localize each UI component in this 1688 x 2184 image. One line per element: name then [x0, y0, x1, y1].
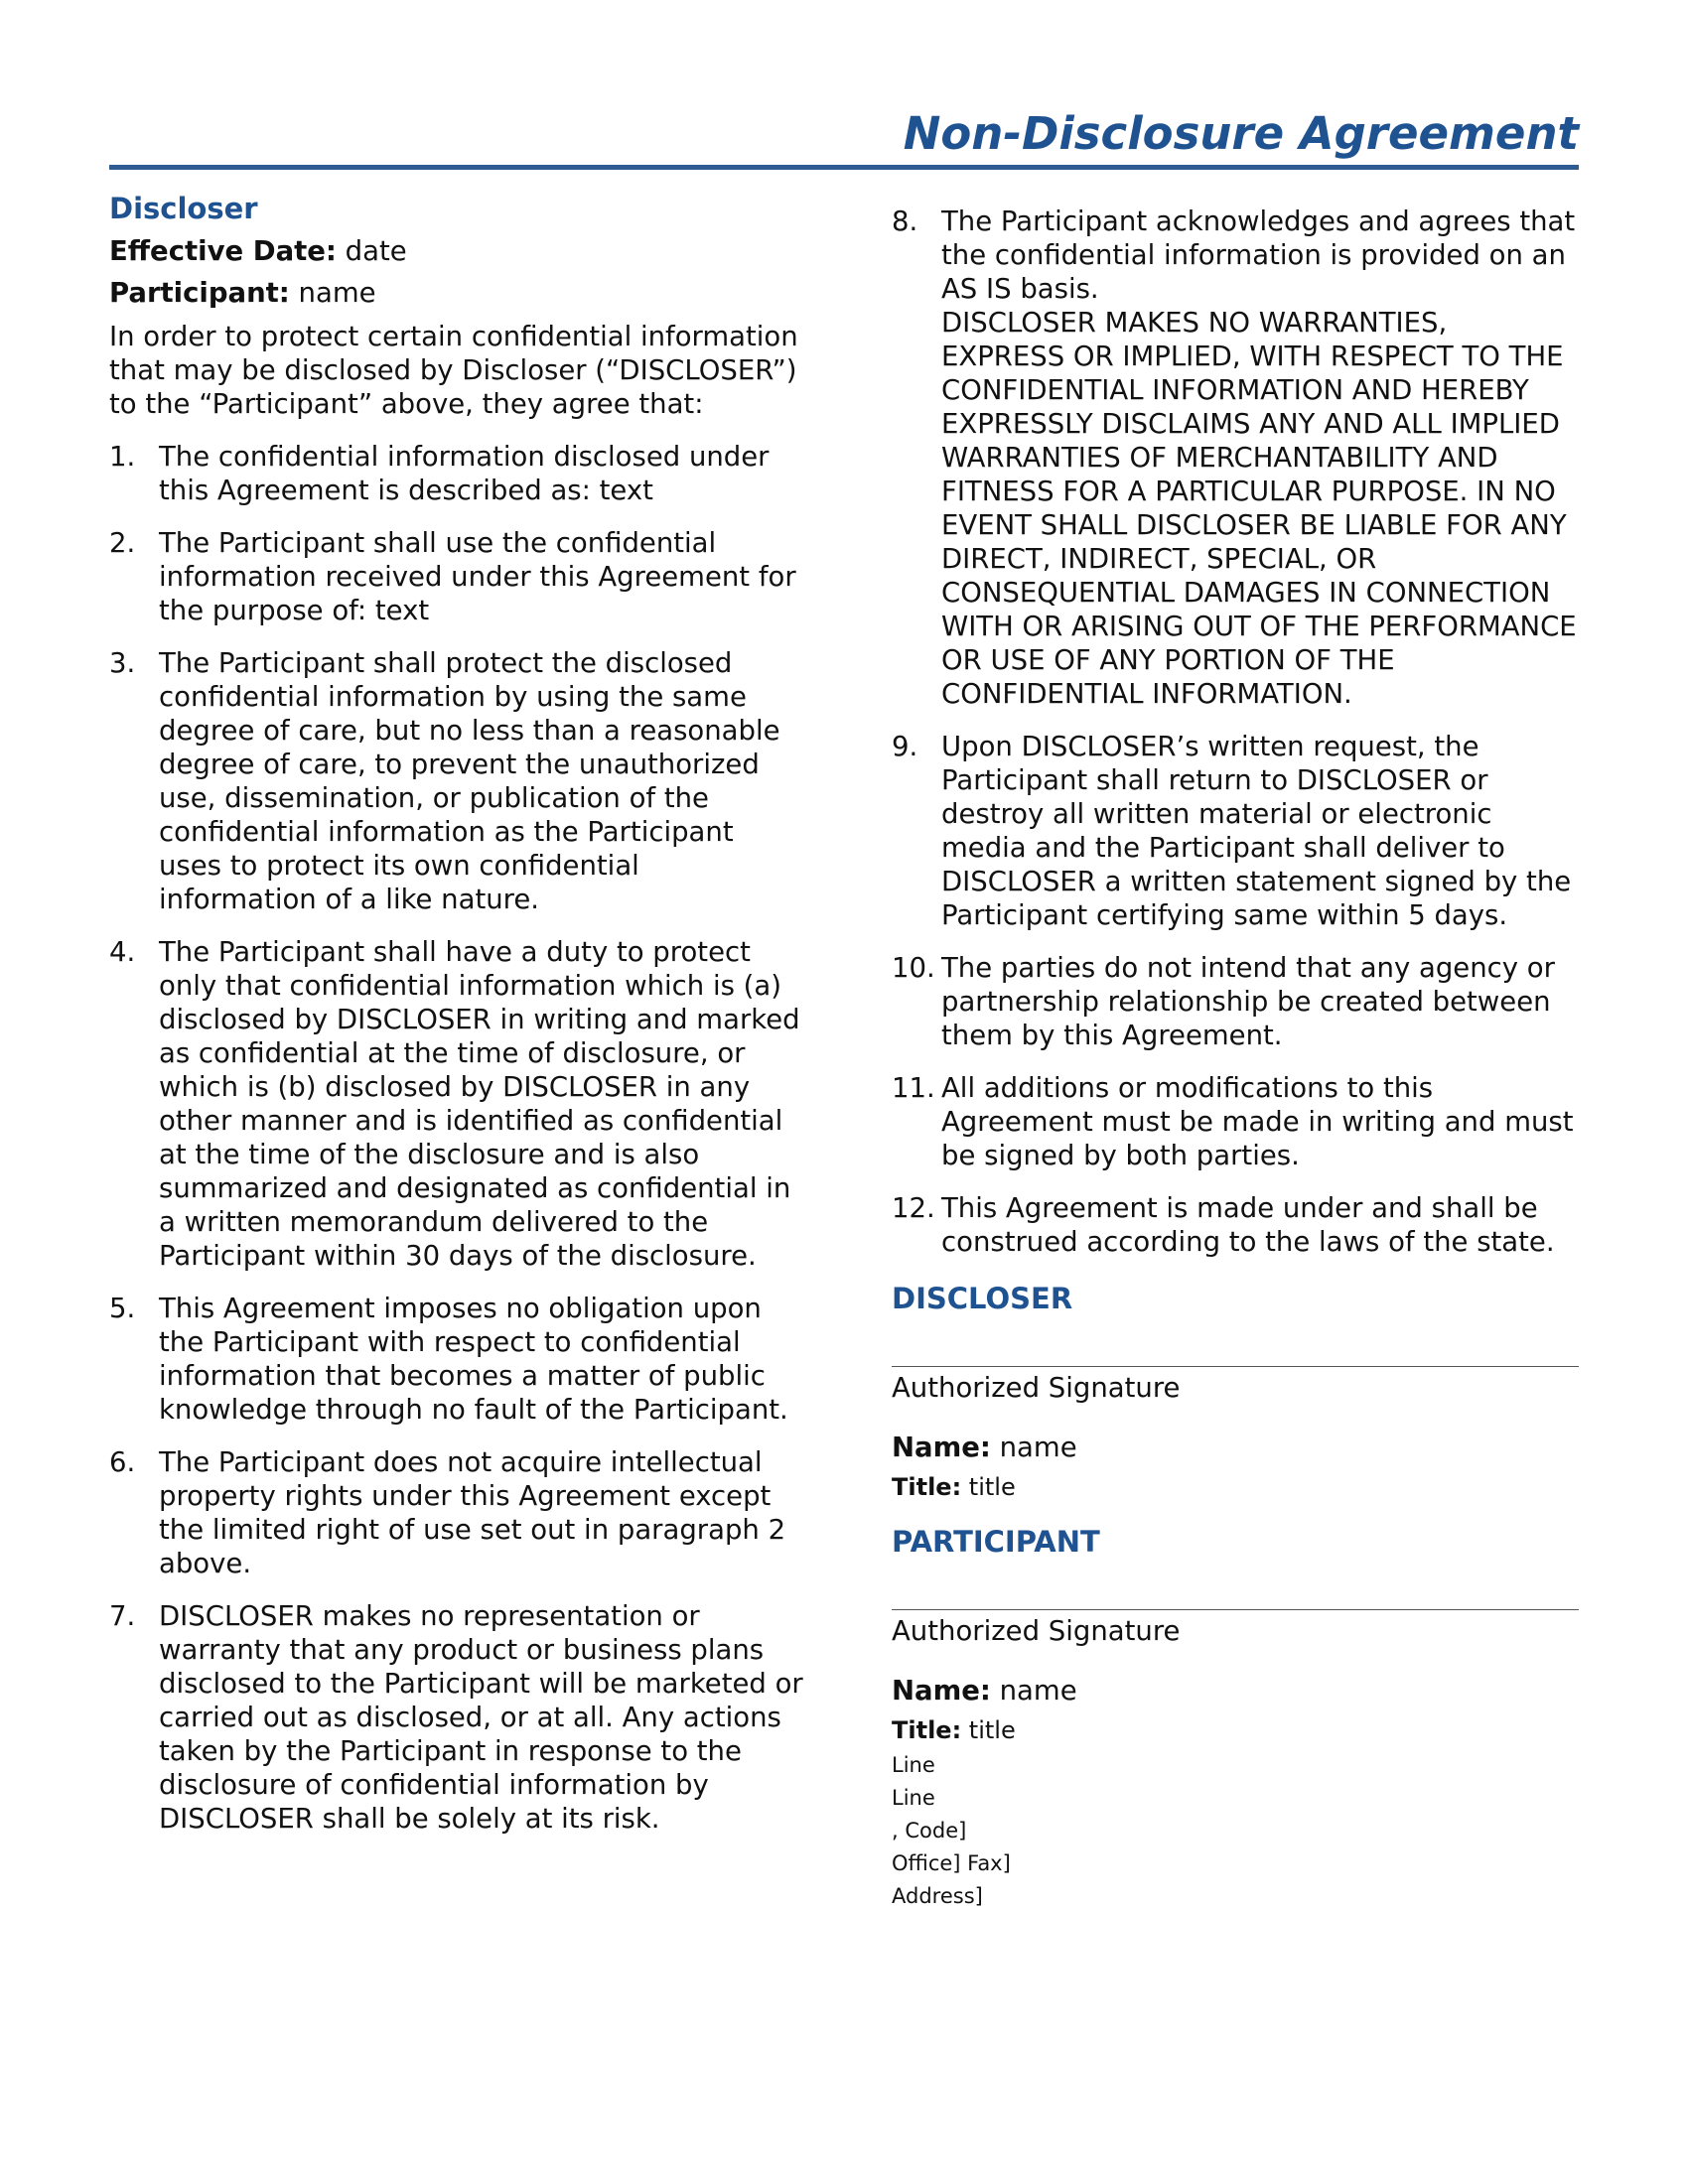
clause-8	[892, 205, 1579, 711]
participant-signature-line[interactable]	[892, 1609, 1579, 1610]
title-divider	[109, 165, 1579, 170]
participant-signature-heading: PARTICIPANT	[892, 1525, 1100, 1559]
participant-signature-label: Authorized Signature	[892, 1615, 1181, 1647]
clause-number: 7.	[109, 1600, 136, 1632]
left-column	[109, 191, 804, 1836]
name-label: Name:	[892, 1675, 991, 1706]
clause-text: The confidential information disclosed under this Agreement is described as: text	[159, 441, 770, 506]
clause-1	[109, 440, 804, 507]
clause-text: This Agreement is made under and shall be construed according to the laws of the state.	[941, 1192, 1555, 1258]
clause-number: 3.	[109, 647, 136, 679]
clause-12	[892, 1191, 1579, 1259]
clause-6	[109, 1445, 804, 1580]
address-line: Line	[892, 1786, 935, 1810]
effective-date-label: Effective Date:	[109, 235, 337, 267]
clause-text: This Agreement imposes no obligation upon the Participant with respect to confidential information that becomes a matter of public knowledge through no fault of the Participant.	[159, 1293, 788, 1426]
clause-5	[109, 1292, 804, 1427]
clause-text: The Participant acknowledges and agrees that the confidential information is provided on an AS IS basis.	[941, 205, 1576, 305]
participant-title-field	[892, 1715, 1579, 1745]
clause-text: DISCLOSER makes no representation or warranty that any product or business plans disclosed to the Participant will be marketed or carried out as disclosed, or at all. Any actions taken by the Participant in response to the disclosure of confidential information by DISCLOSER shall be solely at its risk.	[159, 1600, 803, 1835]
clause-number: 9.	[892, 731, 918, 762]
clause-10	[892, 951, 1579, 1052]
name-value: name	[990, 1432, 1077, 1463]
right-column	[892, 205, 1579, 1913]
clause-4	[109, 935, 804, 1273]
clause-2	[109, 526, 804, 627]
participant-name-field	[892, 1674, 1579, 1707]
participant-value: name	[289, 277, 376, 309]
discloser-name-field	[892, 1431, 1579, 1464]
title-value: title	[961, 1473, 1016, 1501]
clause-3	[109, 646, 804, 916]
participant-field	[109, 276, 804, 310]
clause-text: Upon DISCLOSER’s written request, the Participant shall return to DISCLOSER or destroy all written material or electronic media and the Participant shall deliver to DISCLOSER a written statement signed by the Participant certifying same within 5 days.	[941, 731, 1572, 931]
participant-signature-block	[892, 1524, 1579, 1745]
clause-number: 6.	[109, 1446, 136, 1478]
name-value: name	[990, 1675, 1077, 1706]
clause-text: The Participant shall protect the disclosed confidential information by using the same degree of care, but no less than a reasonable degree of care, to prevent the unauthorized use, dissemination, or publication of the confidential information as the Participant uses to protect its own confidential information of a like nature.	[159, 647, 780, 915]
discloser-title-field	[892, 1472, 1579, 1502]
clause-9	[892, 730, 1579, 932]
discloser-signature-heading: DISCLOSER	[892, 1282, 1073, 1315]
clause-text: The Participant does not acquire intellectual property rights under this Agreement except the limited right of use set out in paragraph 2 above.	[159, 1446, 786, 1579]
disclaimer-text: DISCLOSER MAKES NO WARRANTIES, EXPRESS OR IMPLIED, WITH RESPECT TO THE CONFIDENTIAL INFORMATION AND HEREBY EXPRESSLY DISCLAIMS ANY AND ALL IMPLIED WARRANTIES OF MERCHANTABILITY AND FITNESS FOR A PARTICULAR PURPOSE. IN NO EVENT SHALL DISCLOSER BE LIABLE FOR ANY DIRECT, INDIRECT, SPECIAL, OR CONSEQUENTIAL DAMAGES IN CONNECTION WITH OR ARISING OUT OF THE PERFORMANCE OR USE OF ANY PORTION OF THE CONFIDENTIAL INFORMATION.	[941, 307, 1577, 710]
clause-number: 10.	[892, 952, 935, 984]
clause-11	[892, 1071, 1579, 1172]
clause-list-right	[892, 205, 1579, 1259]
clause-7	[109, 1599, 804, 1836]
address-block	[892, 1749, 1579, 1913]
address-line: Line	[892, 1753, 935, 1777]
clause-number: 11.	[892, 1072, 935, 1104]
participant-label: Participant:	[109, 277, 290, 309]
clause-text: The Participant shall have a duty to protect only that confidential information which is (a) disclosed by DISCLOSER in writing and marked as confidential at the time of disclosure, or which is (b) disclosed by DISCLOSER in any other manner and is identified as confidential at the time of the disclosure and is also summarized and designated as confidential in a written memorandum delivered to the Participant within 30 days of the disclosure.	[159, 936, 800, 1272]
effective-date-field	[109, 234, 804, 268]
clause-number: 5.	[109, 1293, 136, 1324]
name-label: Name:	[892, 1432, 991, 1463]
clause-number: 4.	[109, 936, 136, 968]
address-line: Office] Fax]	[892, 1851, 1011, 1875]
clause-number: 8.	[892, 205, 918, 237]
clause-text: The parties do not intend that any agency or partnership relationship be created between them by this Agreement.	[941, 952, 1555, 1051]
discloser-heading: Discloser	[109, 192, 258, 225]
discloser-signature-line[interactable]	[892, 1366, 1579, 1367]
discloser-signature-block	[892, 1281, 1579, 1502]
clause-number: 12.	[892, 1192, 935, 1224]
clause-text: All additions or modifications to this Agreement must be made in writing and must be signed by both parties.	[941, 1072, 1574, 1171]
address-line: Address]	[892, 1884, 983, 1908]
effective-date-value: date	[336, 235, 407, 267]
address-line: , Code]	[892, 1819, 967, 1843]
title-value: title	[961, 1716, 1016, 1744]
document-title: Non-Disclosure Agreement	[903, 107, 1579, 160]
clause-text: The Participant shall use the confidential information received under this Agreement for the purpose of: text	[159, 527, 796, 626]
title-label: Title:	[892, 1716, 962, 1744]
clause-number: 2.	[109, 527, 136, 559]
clause-number: 1.	[109, 441, 136, 473]
intro-paragraph: In order to protect certain confidential information that may be disclosed by Discloser (“DISCLOSER”) to the “Participant” above, they agree that:	[109, 321, 798, 420]
title-label: Title:	[892, 1473, 962, 1501]
clause-list-left	[109, 440, 804, 1836]
discloser-signature-label: Authorized Signature	[892, 1372, 1181, 1404]
